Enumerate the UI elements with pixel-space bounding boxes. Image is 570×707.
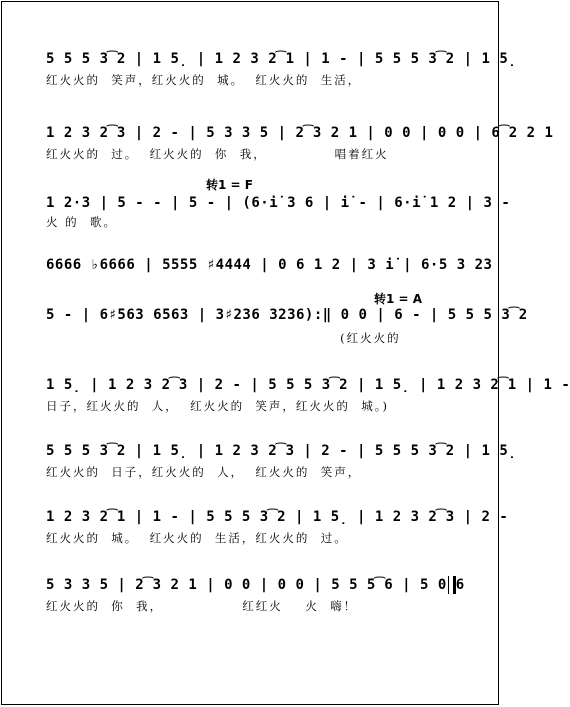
lyrics-line: 日子，红火火的 人， 红火火的 笑声，红火火的 城。) <box>46 399 389 413</box>
lyrics-line: 火 的 歌。 <box>46 215 117 229</box>
key-change-label: 转1 = A <box>374 292 423 306</box>
notation-line: 1 2 3 2͡3 | 2 - | 5 3 3 5 | 2͡3 2 1 | 0 0 | 0 0 | 6͡2 2 1 <box>46 125 554 141</box>
notation-line: 1 5̣ | 1 2 3 2͡3 | 2 - | 5 5 5 3͡2 | 1 5̣ | 1 2 3 2͡1 | 1 - <box>46 377 570 393</box>
notation-line: 1 2 3 2͡1 | 1 - | 5 5 5 3͡2 | 1 5̣ | 1 2 3 2͡3 | 2 - <box>46 509 509 525</box>
lyrics-line: 红火火的 过。 红火火的 你 我， 唱着红火 <box>46 147 389 161</box>
final-barline <box>448 576 456 594</box>
lyrics-line: 红火火的 笑声，红火火的 城。 红火火的 生活， <box>46 73 362 87</box>
notation-line: 5 - | 6♯563 6563 | 3♯236 3236):‖ 0 0 | 6 - | 5 5 5 3͡2 <box>46 307 528 323</box>
notation-line: 5 3 3 5 | 2͡3 2 1 | 0 0 | 0 0 | 5 5 5͡6 | 5 0 6 <box>46 577 465 593</box>
notation-line: 5 5 5 3͡2 | 1 5̣ | 1 2 3 2͡3 | 2 - | 5 5 5 3͡2 | 1 5̣ <box>46 443 517 459</box>
notation-line: 5 5 5 3͡2 | 1 5̣ | 1 2 3 2͡1 | 1 - | 5 5 5 3͡2 | 1 5̣ <box>46 51 517 67</box>
lyrics-line: 红火火的 你 我， 红红火 火 嗨！ <box>46 599 358 613</box>
score-page <box>1 1 570 705</box>
notation-line: 1 2·3 | 5 - - | 5 - | (6·i̇ 3 6 | i̇ - | 6·i̇ 1 2 | 3 - <box>46 195 511 211</box>
lyrics-line: (红火火的 <box>46 331 401 345</box>
lyrics-line: 红火火的 城。 红火火的 生活，红火火的 过。 <box>46 531 348 545</box>
lyrics-line: 红火火的 日子，红火火的 人， 红火火的 笑声， <box>46 465 362 479</box>
notation-line: 6666 ♭6666 | 5555 ♯4444 | 0 6 1 2 | 3 i̇ | 6·5 3 23 <box>46 257 493 273</box>
key-change-label: 转1 = F <box>206 178 253 192</box>
